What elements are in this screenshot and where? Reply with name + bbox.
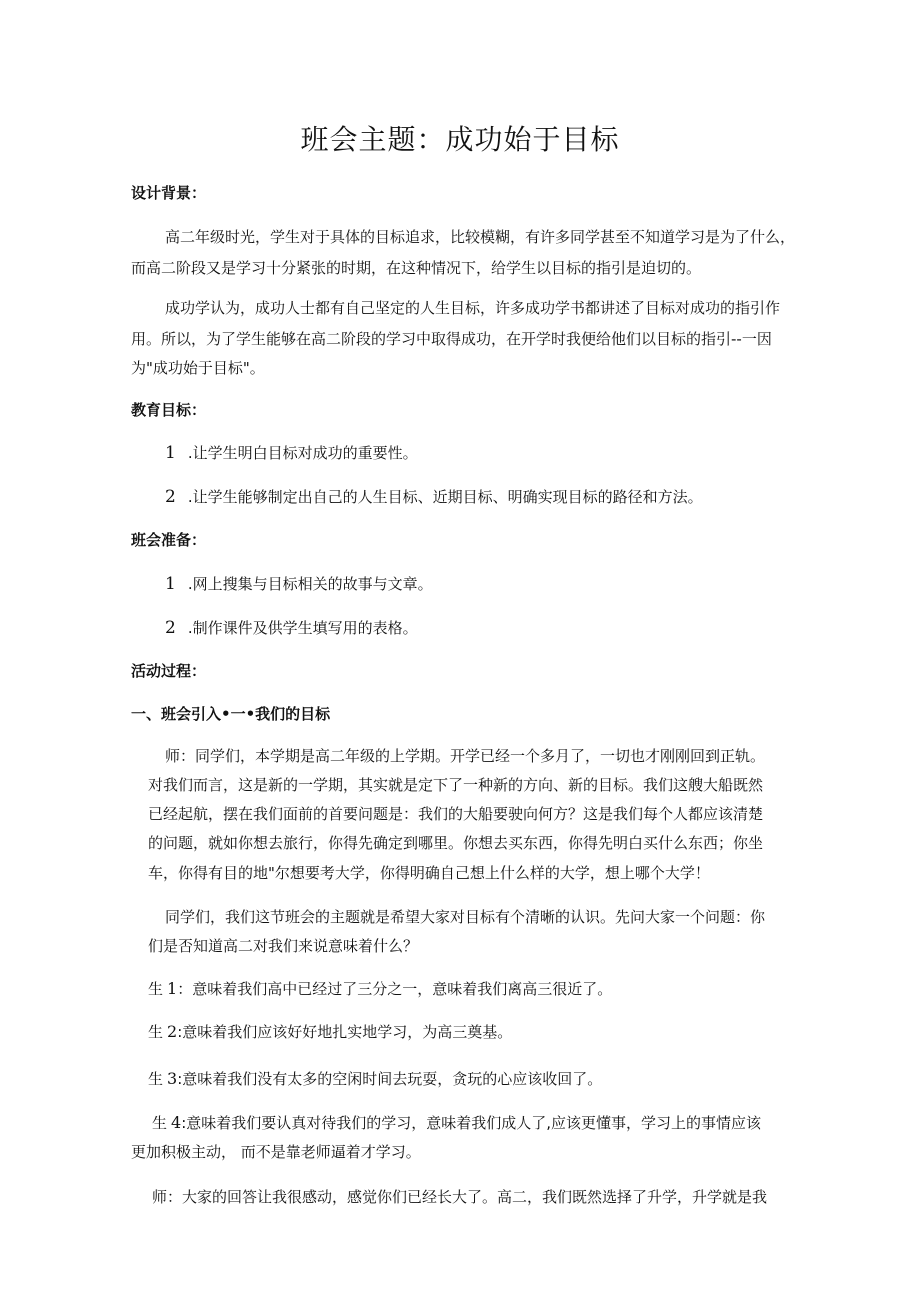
paragraph-line: 对我们而言，这是新的一学期，其实就是定下了一种新的方向、新的目标。我们这艘大船既然 [148,776,764,794]
list-item-text: .让学生明白目标对成功的重要性。 [187,444,418,462]
student-number: 1 [167,979,178,998]
paragraph-line: 更加积极主动， 而不是靠老师逼着才学习。 [131,1143,421,1161]
student-number: 4 [171,1113,182,1132]
paragraph-line: 而高二阶段又是学习十分紧张的时期，在这种情况下，给学生以目标的指引是迫切的。 [131,259,702,277]
paragraph-line: 的问题，就如你想去旅行，你得先确定到哪里。你想去买东西，你得先明白买什么东西；你坐 [148,834,764,852]
section-heading-preparation: 班会准备： [131,531,207,549]
student-text: ：意味着我们高中已经过了三分之一，意味着我们离高三很近了。 [177,980,613,998]
list-item-text: .制作课件及供学生填写用的表格。 [187,619,418,637]
paragraph-line: 们是否知道高二对我们来说意味着什么？ [148,937,419,955]
paragraph-line: 车，你得有目的地"尔想要考大学，你得明确自己想上什么样的大学，想上哪个大学！ [148,864,710,882]
student-answer [148,1069,602,1089]
student-label: 生 [148,980,164,998]
paragraph-line: 师：大家的回答让我很感动，感觉你们已经长大了。高二，我们既然选择了升学，升学就是我 [152,1188,768,1206]
paragraph-line: 用。所以，为了学生能够在高二阶段的学习中取得成功，在开学时我便给他们以目标的指引--一因 [131,330,772,348]
list-item-number: 2 [165,618,176,638]
paragraph-line: 高二年级时光，学生对于具体的目标追求，比较模糊，有许多同学甚至不知道学习是为了什么， [165,228,796,246]
paragraph-line: 为"成功始于目标"。 [131,359,265,377]
section-heading-background: 设计背景： [131,184,207,202]
student-text: :意味着我们应该好好地扎实地学习，为高三奠基。 [177,1023,513,1041]
paragraph-line: 成功学认为，成功人士都有自己坚定的人生目标，许多成功学书都讲述了目标对成功的指引作 [165,299,781,317]
list-item-number: 1 [165,574,176,594]
list-item [165,487,703,507]
paragraph-line: 师：同学们，本学期是高二年级的上学期。开学已经一个多月了，一切也才刚刚回到正轨。 [165,747,766,765]
section-heading-goals: 教育目标： [131,401,207,419]
student-label: 生 [148,1070,164,1088]
student-number: 3 [167,1069,178,1088]
list-item [165,574,433,594]
paragraph-line: 已经起航，摆在我们面前的首要问题是：我们的大船要驶向何方？这是我们每个人都应该清楚 [148,805,764,823]
list-item-number: 2 [165,487,176,507]
student-label: 生 [152,1114,168,1132]
student-number: 2 [167,1022,178,1041]
student-answer [152,1113,761,1133]
list-item-text: .网上搜集与目标相关的故事与文章。 [187,575,433,593]
list-item-text: .让学生能够制定出自己的人生目标、近期目标、明确实现目标的路径和方法。 [187,488,703,506]
list-item-number: 1 [165,443,176,463]
section-heading-process: 活动过程： [131,662,207,680]
paragraph-line: 同学们，我们这节班会的主题就是希望大家对目标有个清晰的认识。先问大家一个问题：你 [165,908,766,926]
page-title: 班会主题：成功始于目标 [300,123,620,156]
student-answer [148,979,612,999]
student-text: :意味着我们要认真对待我们的学习，意味着我们成人了,应该更懂事，学习上的事情应该 [181,1114,762,1132]
subsection-heading: 一、班会引入•一•我们的目标 [131,705,331,723]
student-label: 生 [148,1023,164,1041]
student-text: :意味着我们没有太多的空闲时间去玩耍，贪玩的心应该收回了。 [177,1070,603,1088]
student-answer [148,1022,512,1042]
list-item [165,443,418,463]
list-item [165,618,418,638]
